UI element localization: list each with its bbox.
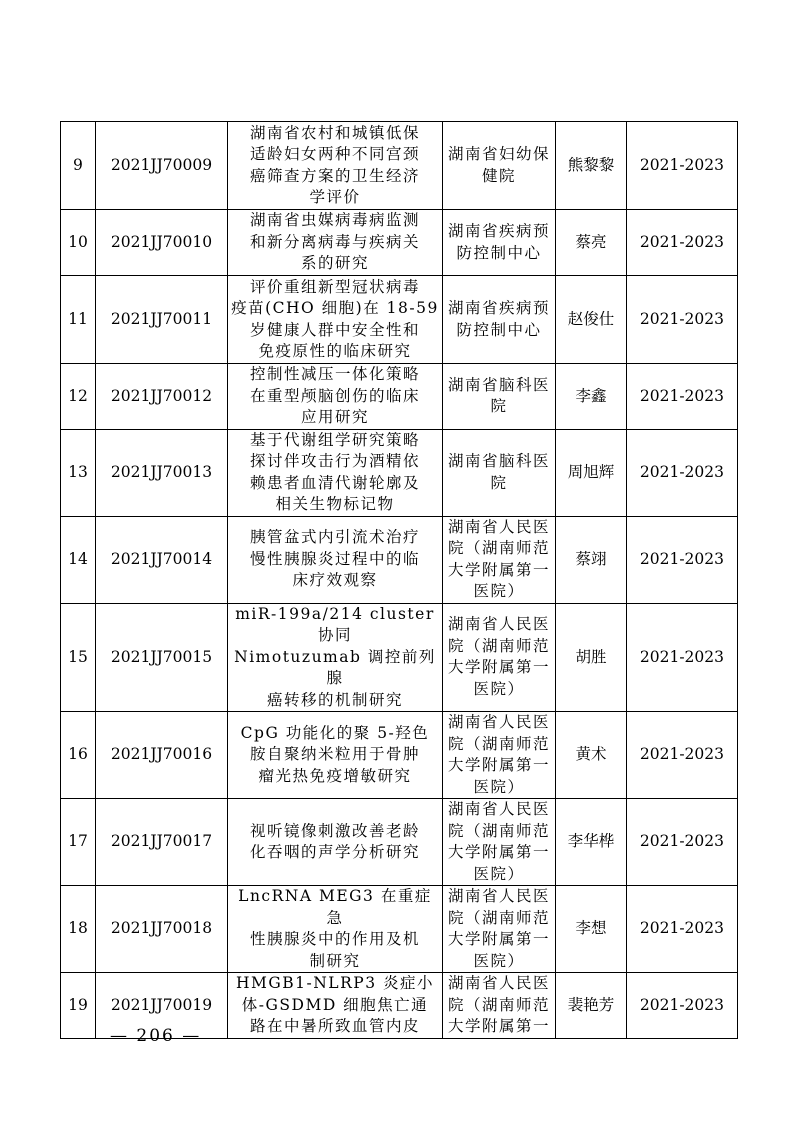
project-title-line: 和新分离病毒与疾病关 <box>249 232 420 251</box>
project-title <box>228 603 443 712</box>
row-number: 11 <box>61 276 96 364</box>
project-period: 2021-2023 <box>626 210 737 276</box>
organization <box>442 210 555 276</box>
project-title-line: 癌筛查方案的卫生经济 <box>249 166 420 185</box>
organization-line: 院（湖南师范 <box>447 636 550 655</box>
page-number: — 206 — <box>110 1026 202 1046</box>
organization <box>442 712 555 799</box>
row-number: 9 <box>61 122 96 210</box>
project-title-line: 学评价 <box>309 188 361 206</box>
organization-line: 医院） <box>473 951 525 970</box>
principal-investigator: 周旭辉 <box>556 429 627 516</box>
organization <box>442 364 555 430</box>
project-title-line: 湖南省农村和城镇低保 <box>249 123 420 142</box>
project-title-line: 相关生物标记物 <box>275 495 395 513</box>
project-title-line: 慢性胰腺炎过程中的临 <box>249 549 420 568</box>
organization-line: 湖南省人民医 <box>447 800 550 818</box>
project-title-line: 在重型颅脑创伤的临床 <box>249 386 420 405</box>
project-id: 2021JJ70017 <box>95 799 227 886</box>
project-title <box>228 516 443 603</box>
row-number: 10 <box>61 210 96 276</box>
organization <box>442 429 555 516</box>
project-title-line: 瘤光热免疫增敏研究 <box>258 766 412 785</box>
project-id: 2021JJ70018 <box>95 886 227 973</box>
organization-line: 湖南省妇幼保 <box>447 145 550 163</box>
table-row <box>61 122 738 210</box>
organization-line: 健院 <box>481 166 516 185</box>
project-period: 2021-2023 <box>626 973 737 1039</box>
table-row <box>61 364 738 430</box>
project-id: 2021JJ70012 <box>95 364 227 430</box>
project-title-line: 视听镜像刺激改善老龄 <box>249 821 420 840</box>
table-row <box>61 712 738 799</box>
organization-line: 湖南省疾病预 <box>447 299 550 317</box>
project-id: 2021JJ70019 <box>95 973 227 1039</box>
organization-line: 大学附属第一 <box>447 1017 550 1035</box>
organization-line: 湖南省人民医 <box>447 713 550 731</box>
project-title-line: 免疫原性的临床研究 <box>258 342 412 360</box>
organization-line: 大学附属第一 <box>447 756 550 774</box>
organization-line: 防控制中心 <box>456 243 542 262</box>
row-number: 16 <box>61 712 96 799</box>
organization-line: 湖南省人民医 <box>447 974 550 992</box>
organization-line: 大学附属第一 <box>447 658 550 677</box>
project-title-line: 控制性减压一体化策略 <box>249 365 420 383</box>
organization-line: 医院） <box>473 864 525 883</box>
project-title <box>228 973 443 1039</box>
table-row <box>61 799 738 886</box>
project-id: 2021JJ70013 <box>95 429 227 516</box>
project-title <box>228 429 443 516</box>
project-title-line: HMGB1-NLRP3 炎症小 <box>235 974 434 992</box>
project-period: 2021-2023 <box>626 276 737 364</box>
project-period: 2021-2023 <box>626 886 737 973</box>
project-title-line: 适龄妇女两种不同宫颈 <box>249 145 420 163</box>
organization <box>442 603 555 712</box>
organization-line: 湖南省疾病预 <box>447 222 550 240</box>
organization-line: 医院） <box>473 582 525 600</box>
principal-investigator: 胡胜 <box>556 603 627 712</box>
organization-line: 院（湖南师范 <box>447 908 550 927</box>
project-id: 2021JJ70016 <box>95 712 227 799</box>
principal-investigator: 赵俊仕 <box>556 276 627 364</box>
row-number: 15 <box>61 603 96 712</box>
row-number: 12 <box>61 364 96 430</box>
project-period: 2021-2023 <box>626 799 737 886</box>
principal-investigator: 蔡翊 <box>556 516 627 603</box>
organization <box>442 122 555 210</box>
table-row <box>61 603 738 712</box>
project-title-line: 疫苗(CHO 细胞)在 18-59 <box>231 299 439 317</box>
organization-line: 大学附属第一 <box>447 930 550 948</box>
project-period: 2021-2023 <box>626 603 737 712</box>
organization-line: 防控制中心 <box>456 320 542 339</box>
project-title-line: 岁健康人群中安全性和 <box>249 320 420 339</box>
project-title-line: 评价重组新型冠状病毒 <box>249 277 420 296</box>
project-title-line: 探讨伴攻击行为酒精依 <box>249 452 420 470</box>
principal-investigator: 李想 <box>556 886 627 973</box>
organization <box>442 276 555 364</box>
organization-line: 湖南省人民医 <box>447 517 550 536</box>
project-id: 2021JJ70015 <box>95 603 227 712</box>
project-title-line: 系的研究 <box>300 254 369 273</box>
row-number: 13 <box>61 429 96 516</box>
project-id: 2021JJ70014 <box>95 516 227 603</box>
organization-line: 湖南省人民医 <box>447 615 550 634</box>
project-title-line: miR-199a/214 cluster 协同 <box>235 604 435 644</box>
project-title <box>228 886 443 973</box>
project-id: 2021JJ70010 <box>95 210 227 276</box>
project-table <box>60 121 738 1039</box>
principal-investigator: 熊黎黎 <box>556 122 627 210</box>
organization-line: 大学附属第一 <box>447 560 550 579</box>
project-title <box>228 712 443 799</box>
principal-investigator: 蔡亮 <box>556 210 627 276</box>
project-title-line: 制研究 <box>309 951 361 970</box>
project-title-line: 胺自聚纳米粒用于骨肿 <box>249 745 420 764</box>
project-title <box>228 799 443 886</box>
organization-line: 院（湖南师范 <box>447 821 550 840</box>
project-title-line: 湖南省虫媒病毒病监测 <box>249 211 420 230</box>
organization-line: 湖南省人民医 <box>447 887 550 905</box>
organization-line: 大学附属第一 <box>447 843 550 861</box>
project-title-line: CpG 功能化的聚 5-羟色 <box>240 723 430 742</box>
project-title-line: 化吞咽的声学分析研究 <box>249 843 420 861</box>
project-title-line: 赖患者血清代谢轮廓及 <box>249 473 420 492</box>
organization <box>442 886 555 973</box>
principal-investigator: 李鑫 <box>556 364 627 430</box>
project-title-line: 胰管盆式内引流术治疗 <box>249 528 420 547</box>
project-period: 2021-2023 <box>626 122 737 210</box>
table-row <box>61 210 738 276</box>
principal-investigator: 黄术 <box>556 712 627 799</box>
project-period: 2021-2023 <box>626 429 737 516</box>
row-number: 14 <box>61 516 96 603</box>
project-title-line: 应用研究 <box>300 408 369 426</box>
principal-investigator: 李华桦 <box>556 799 627 886</box>
project-id: 2021JJ70009 <box>95 122 227 210</box>
table-row <box>61 276 738 364</box>
project-title <box>228 210 443 276</box>
project-title <box>228 276 443 364</box>
organization-line: 院（湖南师范 <box>447 539 550 557</box>
row-number: 19 <box>61 973 96 1039</box>
organization-line: 湖南省脑科医院 <box>447 452 550 492</box>
project-title-line: LncRNA MEG3 在重症急 <box>238 887 432 927</box>
project-title-line: 性胰腺炎中的作用及机 <box>249 930 420 948</box>
organization-line: 医院） <box>473 777 525 796</box>
table-row <box>61 429 738 516</box>
organization-line: 院（湖南师范 <box>447 734 550 753</box>
project-period: 2021-2023 <box>626 364 737 430</box>
project-title-line: 路在中暑所致血管内皮 <box>249 1017 420 1035</box>
organization-line: 医院） <box>473 679 525 698</box>
project-title <box>228 364 443 430</box>
project-title <box>228 122 443 210</box>
organization <box>442 516 555 603</box>
project-title-line: Nimotuzumab 调控前列腺 <box>234 647 436 687</box>
organization <box>442 973 555 1039</box>
principal-investigator: 裴艳芳 <box>556 973 627 1039</box>
project-period: 2021-2023 <box>626 712 737 799</box>
row-number: 18 <box>61 886 96 973</box>
project-title-line: 体-GSDMD 细胞焦亡通 <box>241 995 429 1014</box>
project-id: 2021JJ70011 <box>95 276 227 364</box>
organization-line: 湖南省脑科医院 <box>447 375 550 416</box>
organization-line: 院（湖南师范 <box>447 995 550 1014</box>
table-row <box>61 886 738 973</box>
project-title-line: 床疗效观察 <box>292 571 378 590</box>
row-number: 17 <box>61 799 96 886</box>
table-row <box>61 516 738 603</box>
organization <box>442 799 555 886</box>
project-period: 2021-2023 <box>626 516 737 603</box>
project-title-line: 基于代谢组学研究策略 <box>249 430 420 449</box>
project-title-line: 癌转移的机制研究 <box>266 690 403 709</box>
